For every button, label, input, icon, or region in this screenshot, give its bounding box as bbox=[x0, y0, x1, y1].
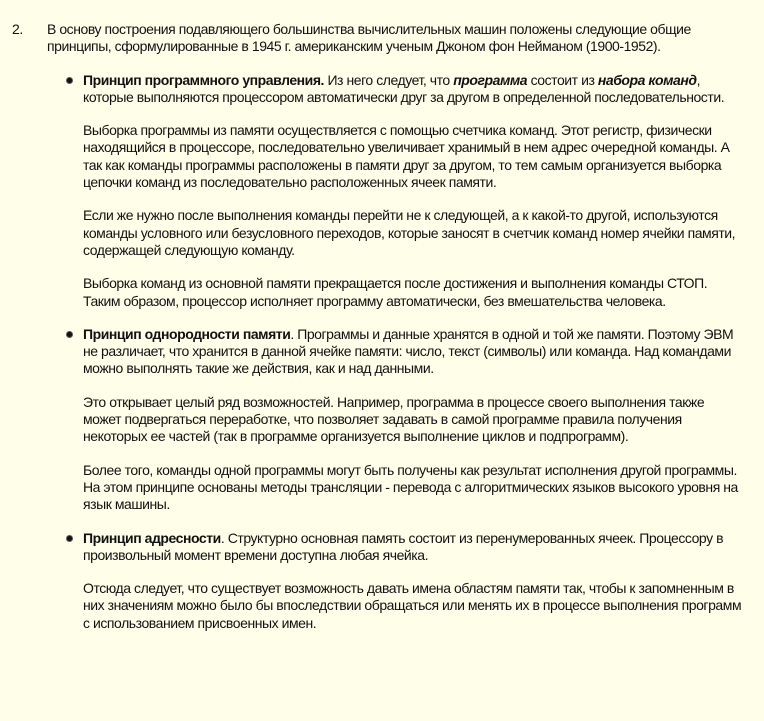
paragraph: Выборка команд из основной памяти прекращается после достижения и выполнения команды СТОП. Таким образом, процессор исполняет программу автоматически, без вмешательства человека. bbox=[83, 275, 708, 309]
emphasis: программа bbox=[453, 71, 528, 88]
paragraph: Это открывает целый ряд возможностей. Например, программа в процессе своего выполнения также может подвергаться переработке, что позволяет задавать в самой программе правила получения некоторых ее частей (так в программе организуется выполнение циклов и подпрограмм). bbox=[83, 393, 705, 445]
text-segment: . Структурно основная память состоит из перенумерованных ячеек. Процессору в произвольный момент времени доступна любая ячейка. bbox=[83, 529, 724, 563]
text-segment: . Программы и данные хранятся в одной и той же памяти. Поэтому ЭВМ не различает, что хранится в данной ячейке памяти: число, текст (символы) или команда. Над командами можно выполнять такие же действия, как и над данными. bbox=[83, 325, 734, 377]
paragraph: Если же нужно после выполнения команды перейти не к следующей, а к какой-то другой, используются команды условного или безусловного переходов, которые заносят в счетчик команд номер ячейки памяти, содержащей следующую команду. bbox=[83, 207, 736, 258]
bullet-icon bbox=[67, 78, 72, 83]
principle-text bbox=[83, 326, 743, 378]
principle-title: Принцип программного управления. bbox=[83, 71, 324, 88]
list-item-2 bbox=[12, 21, 742, 648]
principle-title: Принцип адресности bbox=[83, 529, 221, 546]
list-number: 2. bbox=[12, 21, 23, 37]
principle-program-control bbox=[83, 72, 743, 310]
bullet-icon bbox=[67, 332, 72, 337]
principle-title: Принцип однородности памяти bbox=[83, 325, 291, 342]
principle-text bbox=[83, 530, 743, 565]
paragraph: Более того, команды одной программы могут быть получены как результат исполнения другой программы. На этом принципе основаны методы трансляции - перевода с алгоритмических языков высокого уровня на язык машины. bbox=[83, 461, 738, 513]
paragraph: Выборка программы из памяти осуществляется с помощью счетчика команд. Этот регистр, физически находящийся в процессоре, последовательно увеличивает хранимый в нем адрес очередной команды. А так как команды программы расположены в памяти друг за другом, то тем самым организуется выборка цепочки команд из последовательно расположенных ячеек памяти. bbox=[83, 122, 730, 191]
emphasis: набора команд bbox=[597, 71, 697, 88]
intro-paragraph: В основу построения подавляющего большинства вычислительных машин положены следующие общие принципы, сформулированные в 1945 г. американским ученым Джоном фон Нейманом (1900-1952). bbox=[47, 21, 691, 55]
text-segment: , которые выполняются процессором автоматически друг за другом в определенной последовательности. bbox=[83, 71, 725, 105]
text-segment: состоит из bbox=[527, 71, 598, 88]
principle-memory-homogeneity bbox=[83, 326, 743, 514]
bullet-icon bbox=[67, 536, 72, 541]
text-segment: Из него следует, что bbox=[324, 71, 454, 88]
principle-addressing bbox=[83, 530, 743, 632]
principles-list bbox=[12, 72, 743, 632]
principle-text bbox=[83, 72, 743, 107]
paragraph: Отсюда следует, что существует возможность давать имена областям памяти так, чтобы к запомненным в них значениям можно было бы впоследствии обращаться или менять их в процессе выполнения программ с использованием присвоенных имен. bbox=[83, 580, 742, 631]
